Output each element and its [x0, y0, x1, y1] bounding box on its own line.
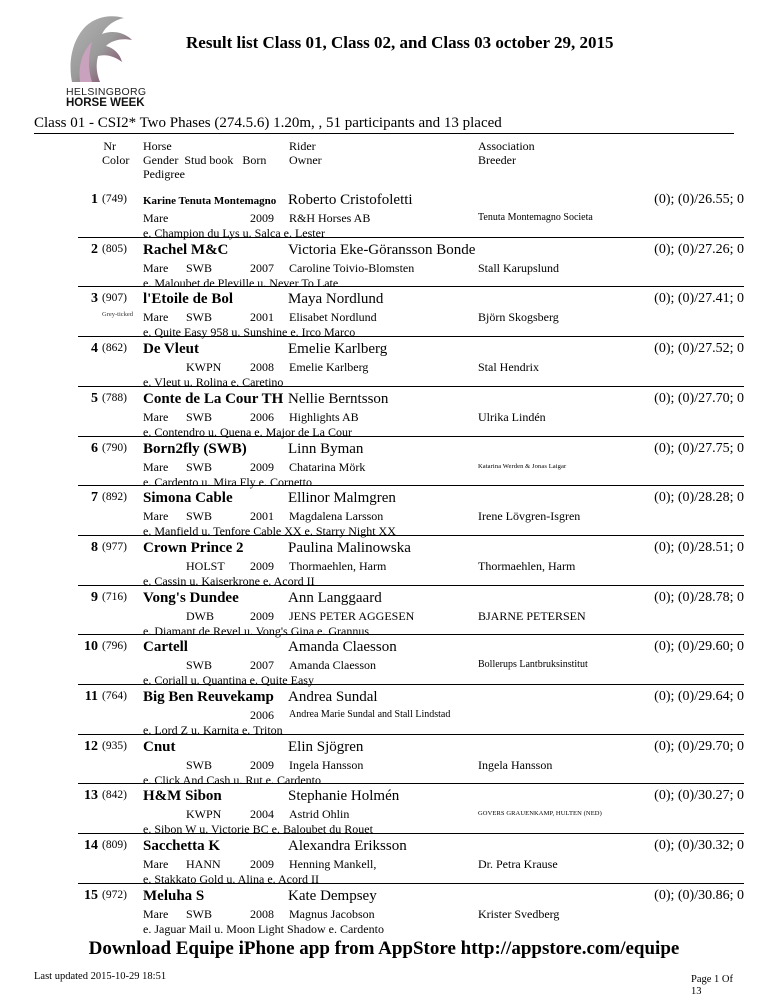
rider-name: Amanda Claesson: [288, 639, 397, 656]
rider-name: Stephanie Holmén: [288, 788, 400, 805]
placing: 15: [84, 887, 98, 903]
result-score: (0); (0)/30.27; 0: [654, 788, 744, 804]
class-title: Class 01 - CSI2* Two Phases (274.5.6) 1.20m, , 51 participants and 13 placed: [34, 115, 502, 131]
result-score: (0); (0)/28.78; 0: [654, 589, 744, 605]
owner-name: Amanda Claesson: [289, 658, 376, 673]
owner-name: Thormaehlen, Harm: [289, 558, 387, 573]
start-number: (764): [102, 690, 127, 702]
stud-book: DWB: [186, 608, 214, 623]
placing: 12: [84, 738, 98, 754]
stud-book: SWB: [186, 509, 213, 524]
result-score: (0); (0)/29.60; 0: [654, 639, 744, 655]
start-number: (796): [102, 640, 127, 653]
header-nr: Nr: [103, 139, 116, 153]
rider-name: Alexandra Eriksson: [288, 838, 407, 855]
header-rider: Rider: [289, 139, 316, 153]
download-app-footer: Download Equipe iPhone app from AppStore http://appstore.com/equipe: [88, 938, 680, 959]
start-number: (716): [102, 590, 127, 603]
result-entry: [0, 888, 768, 938]
event-logo: [62, 12, 154, 110]
horse-name: Conte de La Cour TH: [143, 390, 284, 407]
pedigree: e. Vleut u. Rolina e. Caretino: [143, 375, 284, 390]
stud-book: HANN: [186, 857, 221, 872]
horse-name: Big Ben Reuvekamp: [143, 689, 274, 705]
rider-name: Nellie Berntsson: [288, 390, 389, 407]
horse-name: Sacchetta K: [143, 838, 221, 855]
breeder-name: Thormaehlen, Harm: [478, 558, 576, 573]
result-entry: [0, 341, 768, 391]
stud-book: SWB: [186, 757, 213, 772]
horse-gender: Mare: [143, 459, 169, 474]
horse-name: Crown Prince 2: [143, 539, 244, 556]
horse-gender: Mare: [143, 260, 169, 275]
birth-year: 2009: [250, 608, 274, 623]
placing: 2: [91, 241, 98, 257]
rider-name: Andrea Sundal: [288, 689, 378, 705]
result-entry: [0, 291, 768, 341]
entry-divider: [78, 237, 744, 238]
result-entry: [0, 242, 768, 292]
entry-divider: [78, 436, 744, 437]
start-number: (749): [102, 193, 127, 205]
header-pedigree: Pedigree: [143, 167, 185, 181]
horse-gender: Mare: [143, 509, 169, 524]
birth-year: 2006: [250, 708, 274, 722]
breeder-name: Björn Skogsberg: [478, 310, 559, 325]
result-entry: [0, 689, 768, 739]
breeder-name: Stal Hendrix: [478, 360, 539, 375]
pedigree: e. Contendro u. Quena e. Major de La Cour: [143, 424, 352, 439]
owner-name: Andrea Marie Sundal and Stall Lindstad: [289, 709, 451, 720]
owner-name: Astrid Ohlin: [289, 807, 350, 822]
start-number: (809): [102, 839, 127, 852]
placing: 9: [91, 589, 98, 605]
placing: 14: [84, 838, 98, 854]
pedigree: e. Cardento u. Mira Fly e. Cornetto: [143, 474, 312, 489]
start-number: (790): [102, 441, 127, 454]
result-entry: [0, 739, 768, 789]
header-breeder: Breeder: [478, 153, 516, 167]
placing: 5: [91, 390, 98, 406]
page-label: Page 1 Of: [691, 974, 733, 985]
logo-text-line2: HORSE WEEK: [66, 97, 145, 109]
entry-divider: [78, 485, 744, 486]
pedigree: e. Manfield u. Tenfore Cable XX e. Starry Night XX: [143, 524, 396, 539]
horse-name: Vong's Dundee: [143, 589, 239, 606]
rider-name: Emelie Karlberg: [288, 341, 388, 358]
owner-name: Chatarina Mörk: [289, 459, 366, 474]
horse-head-logo-icon: [66, 12, 136, 84]
stud-book: SWB: [186, 409, 213, 424]
rider-name: Linn Byman: [288, 440, 364, 457]
owner-name: Highlights AB: [289, 409, 359, 424]
birth-year: 2006: [250, 409, 274, 424]
horse-gender: Mare: [143, 857, 169, 872]
start-number: (907): [102, 292, 127, 305]
pedigree: e. Lord Z u. Karnita e. Triton: [143, 723, 283, 737]
entry-divider: [78, 734, 744, 735]
breeder-name: Ulrika Lindén: [478, 409, 546, 424]
breeder-name: Stall Karupslund: [478, 260, 559, 275]
owner-name: R&H Horses AB: [289, 211, 371, 225]
breeder-name: Dr. Petra Krause: [478, 857, 558, 872]
pedigree: e. Sibon W u. Victorie BC e. Baloubet du Rouet: [143, 822, 373, 837]
header-association: Association: [478, 139, 535, 153]
birth-year: 2001: [250, 310, 274, 325]
pedigree: e. Click And Cash u. Rut e. Cardento: [143, 772, 321, 787]
entry-divider: [78, 535, 744, 536]
entry-divider: [78, 684, 744, 685]
owner-name: Elisabet Nordlund: [289, 310, 377, 325]
result-entry: [0, 441, 768, 491]
birth-year: 2009: [250, 558, 274, 573]
start-number: (788): [102, 391, 127, 404]
result-score: (0); (0)/28.28; 0: [654, 490, 744, 506]
placing: 7: [91, 490, 98, 506]
pedigree: e. Coriall u. Quantina e. Quite Easy: [143, 673, 314, 688]
horse-name: Born2fly (SWB): [143, 440, 247, 457]
birth-year: 2008: [250, 906, 274, 921]
stud-book: SWB: [186, 260, 213, 275]
start-number: (842): [102, 789, 127, 802]
rider-name: Elin Sjögren: [288, 738, 364, 755]
owner-name: Magdalena Larsson: [289, 509, 384, 524]
placing: 4: [91, 341, 98, 357]
header-color: Color: [102, 153, 130, 167]
placing: 3: [91, 291, 98, 307]
entry-divider: [78, 783, 744, 784]
stud-book: SWB: [186, 658, 213, 673]
birth-year: 2001: [250, 509, 274, 524]
horse-gender: Mare: [143, 906, 169, 921]
birth-year: 2009: [250, 211, 274, 225]
entry-divider: [78, 286, 744, 287]
birth-year: 2004: [250, 807, 274, 822]
birth-year: 2009: [250, 857, 274, 872]
result-entry: [0, 391, 768, 441]
birth-year: 2009: [250, 757, 274, 772]
document-title: Result list Class 01, Class 02, and Class 03 october 29, 2015: [186, 33, 614, 52]
stud-book: HOLST: [186, 558, 225, 573]
horse-gender: Mare: [143, 211, 169, 225]
placing: 13: [84, 788, 98, 804]
horse-name: Karine Tenuta Montemagno: [143, 195, 277, 207]
header-horse: Horse: [143, 139, 172, 153]
entry-divider: [78, 833, 744, 834]
stud-book: SWB: [186, 310, 213, 325]
owner-name: JENS PETER AGGESEN: [289, 608, 415, 623]
page-total: 13: [691, 986, 702, 994]
result-entry: [0, 192, 768, 242]
result-entry: [0, 490, 768, 540]
header-gender-studbook-born: Gender Stud book Born: [143, 153, 267, 167]
last-updated: Last updated 2015-10-29 18:51: [34, 971, 167, 982]
owner-name: Henning Mankell,: [289, 857, 377, 872]
horse-name: Simona Cable: [143, 490, 233, 507]
header-rule: [34, 133, 734, 134]
pedigree: e. Diamant de Revel u. Vong's Gina e. Grannus: [143, 623, 370, 638]
birth-year: 2007: [250, 260, 274, 275]
result-score: (0); (0)/29.64; 0: [654, 689, 744, 704]
owner-name: Caroline Toivio-Blomsten: [289, 260, 415, 275]
placing: 8: [91, 539, 98, 555]
result-score: (0); (0)/27.75; 0: [654, 440, 744, 456]
breeder-name: Tenuta Montemagno Societa: [478, 212, 593, 223]
pedigree: e. Quite Easy 958 u. Sunshine e. Irco Marco: [143, 325, 356, 340]
rider-name: Paulina Malinowska: [288, 539, 411, 556]
result-score: (0); (0)/27.52; 0: [654, 341, 744, 357]
breeder-name: Katarina Werden & Jonas Laigar: [478, 462, 567, 470]
horse-color: Grey-ticked: [102, 311, 134, 319]
start-number: (862): [102, 342, 127, 355]
start-number: (805): [102, 242, 127, 255]
result-score: (0); (0)/29.70; 0: [654, 738, 744, 754]
entry-divider: [78, 634, 744, 635]
breeder-name: BJARNE PETERSEN: [478, 608, 586, 623]
placing: 6: [91, 440, 98, 456]
breeder-name: Ingela Hansson: [478, 757, 553, 772]
entry-divider: [78, 386, 744, 387]
rider-name: Victoria Eke-Göransson Bonde: [288, 241, 476, 258]
result-score: (0); (0)/26.55; 0: [654, 192, 744, 207]
result-score: (0); (0)/27.70; 0: [654, 390, 744, 406]
rider-name: Kate Dempsey: [288, 887, 377, 904]
pedigree: e. Maloubet de Pleville u. Never To Late: [143, 275, 339, 290]
placing: 10: [84, 639, 98, 655]
start-number: (977): [102, 540, 127, 553]
logo-text-line1: HELSINGBORG: [66, 86, 147, 98]
pedigree: e. Jaguar Mail u. Moon Light Shadow e. Cardento: [143, 921, 384, 936]
horse-name: Cnut: [143, 738, 176, 755]
result-entry: [0, 838, 768, 888]
rider-name: Roberto Cristofoletti: [288, 192, 413, 208]
horse-name: De Vleut: [143, 341, 199, 358]
pedigree: e. Stakkato Gold u. Alina e. Acord II: [143, 872, 319, 887]
breeder-name: GOVERS GRAUENKAMP, HULTEN (NED): [478, 810, 602, 818]
horse-name: Cartell: [143, 639, 188, 656]
result-score: (0); (0)/30.32; 0: [654, 838, 744, 854]
result-entry: [0, 639, 768, 689]
start-number: (935): [102, 739, 127, 752]
stud-book: SWB: [186, 459, 213, 474]
horse-name: Rachel M&C: [143, 241, 229, 258]
page-number: [691, 974, 733, 994]
stud-book: KWPN: [186, 807, 222, 822]
result-score: (0); (0)/27.41; 0: [654, 291, 744, 307]
horse-name: Meluha S: [143, 887, 205, 904]
owner-name: Magnus Jacobson: [289, 906, 375, 921]
result-entry: [0, 590, 768, 640]
breeder-name: Krister Svedberg: [478, 906, 560, 921]
birth-year: 2008: [250, 360, 274, 375]
birth-year: 2007: [250, 658, 274, 673]
stud-book: SWB: [186, 906, 213, 921]
entry-divider: [78, 585, 744, 586]
result-entry: [0, 540, 768, 590]
breeder-name: Bollerups Lantbruksinstitut: [478, 659, 588, 671]
rider-name: Ellinor Malmgren: [288, 490, 396, 507]
stud-book: KWPN: [186, 360, 222, 375]
owner-name: Emelie Karlberg: [289, 360, 369, 375]
horse-gender: Mare: [143, 409, 169, 424]
header-owner: Owner: [289, 153, 322, 167]
rider-name: Maya Nordlund: [288, 291, 384, 308]
entry-divider: [78, 883, 744, 884]
result-score: (0); (0)/30.86; 0: [654, 887, 744, 903]
result-entry: [0, 788, 768, 838]
start-number: (892): [102, 491, 127, 504]
birth-year: 2009: [250, 459, 274, 474]
start-number: (972): [102, 888, 127, 901]
horse-name: H&M Sibon: [143, 788, 222, 805]
breeder-name: Irene Lövgren-Isgren: [478, 509, 581, 524]
horse-gender: Mare: [143, 310, 169, 325]
pedigree: e. Cassin u. Kaiserkrone e. Acord II: [143, 573, 315, 588]
result-score: (0); (0)/28.51; 0: [654, 539, 744, 555]
rider-name: Ann Langgaard: [288, 589, 382, 606]
result-score: (0); (0)/27.26; 0: [654, 241, 744, 257]
placing: 11: [84, 689, 98, 704]
horse-name: l'Etoile de Bol: [143, 291, 233, 308]
placing: 1: [91, 192, 98, 207]
pedigree: e. Champion du Lys u. Salca e. Lester: [143, 226, 325, 240]
entry-divider: [78, 336, 744, 337]
owner-name: Ingela Hansson: [289, 757, 364, 772]
